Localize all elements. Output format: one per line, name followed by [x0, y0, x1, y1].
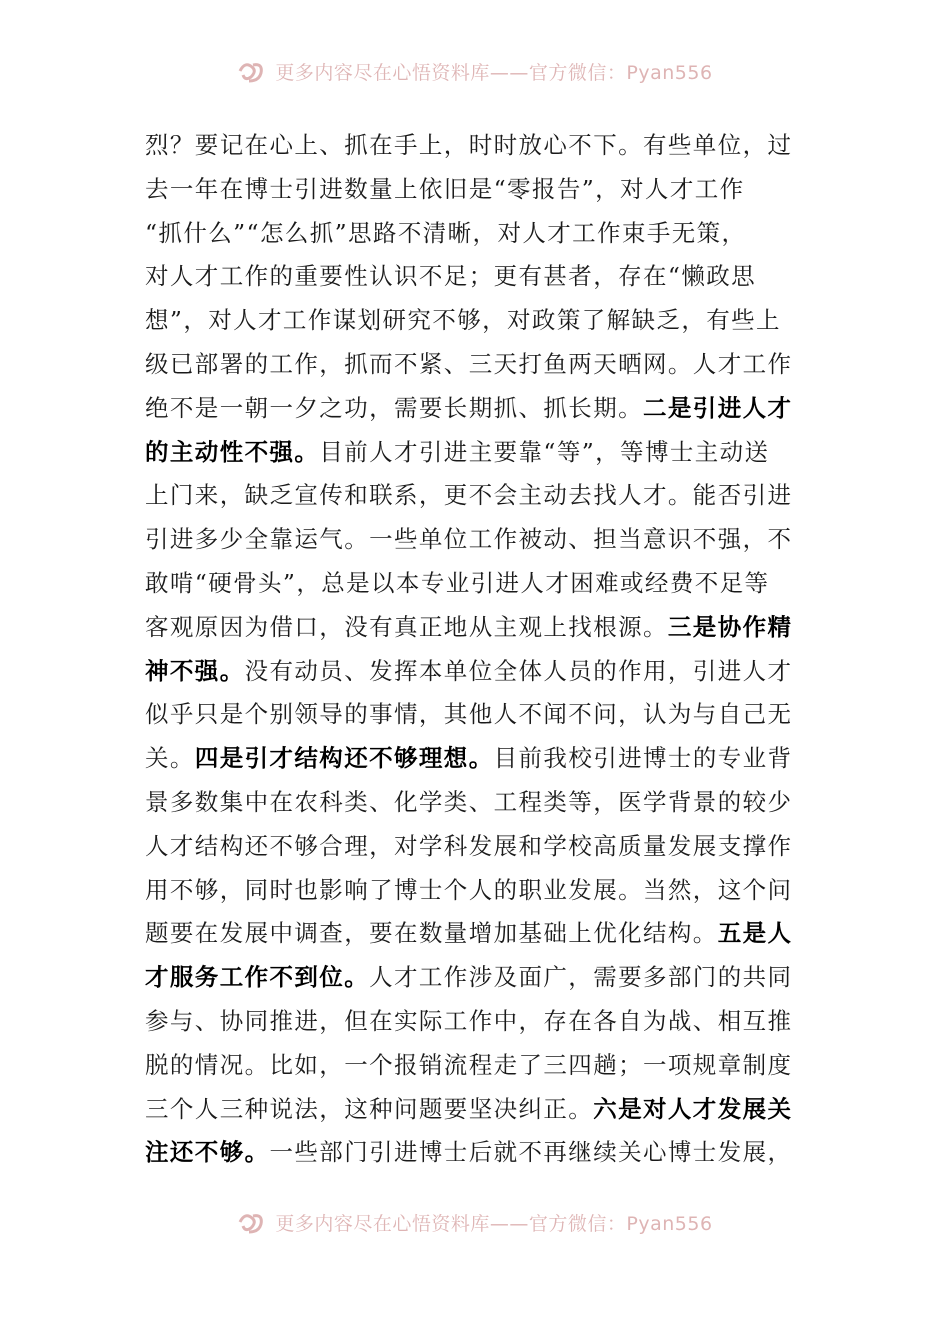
watermark-footer — [0, 1205, 950, 1239]
text-line — [145, 693, 810, 737]
text-span: 绝不是一朝一夕之功，需要长期抓、抓长期。 — [145, 393, 643, 422]
text-span: 人才工作涉及面广，需要多部门的共同 — [369, 963, 793, 992]
text-line — [145, 518, 810, 562]
text-line — [145, 869, 810, 913]
bold-heading-span: 的主动性不强。 — [145, 437, 320, 466]
bold-heading-span: 六是对人才发展关 — [593, 1094, 793, 1123]
text-line — [145, 650, 810, 694]
bold-heading-span: 四是引才结构还不够理想。 — [194, 744, 494, 773]
bold-heading-span: 神不强。 — [145, 656, 245, 685]
text-line — [145, 562, 810, 606]
text-line — [145, 474, 810, 518]
text-span: 级已部署的工作，抓而不紧、三天打鱼两天晒网。人才工作 — [145, 349, 793, 378]
text-span: 参与、协同推进，但在实际工作中，存在各自为战、相互推 — [145, 1006, 793, 1035]
bold-heading-span: 三是协作精 — [667, 612, 793, 641]
text-span: 题要在发展中调查，要在数量增加基础上优化结构。 — [145, 919, 718, 948]
document-body — [145, 124, 810, 1175]
watermark-text: 更多内容尽在心悟资料库——官方微信：Pyan556 — [275, 61, 713, 84]
watermark-text: 更多内容尽在心悟资料库——官方微信：Pyan556 — [275, 1212, 713, 1235]
text-span: 似乎只是个别领导的事情，其他人不闻不问，认为与自己无 — [145, 700, 793, 729]
text-line — [145, 255, 810, 299]
bold-heading-span: 二是引进人才 — [643, 393, 793, 422]
text-line — [145, 912, 810, 956]
text-line — [145, 299, 810, 343]
text-span: 脱的情况。比如，一个报销流程走了三四趟；一项规章制度 — [145, 1050, 793, 1079]
bold-heading-span: 五是人 — [717, 919, 793, 948]
text-span: 没有动员、发挥本单位全体人员的作用，引进人才 — [244, 656, 793, 685]
text-span: 目前人才引进主要靠“等”，等博士主动送 — [319, 437, 770, 466]
bold-heading-span: 才服务工作不到位。 — [145, 963, 370, 992]
text-line — [145, 1000, 810, 1044]
text-span: 对人才工作的重要性认识不足；更有甚者，存在“懒政思 — [145, 262, 757, 291]
text-line — [145, 431, 810, 475]
text-span: 烈？要记在心上、抓在手上，时时放心不下。有些单位，过 — [145, 131, 793, 159]
text-span: 三个人三种说法，这种问题要坚决纠正。 — [145, 1094, 594, 1123]
text-line — [145, 606, 810, 650]
text-line — [145, 737, 810, 781]
watermark-header — [0, 54, 950, 88]
text-line — [145, 1044, 810, 1088]
text-line — [145, 825, 810, 869]
text-span: 用不够，同时也影响了博士个人的职业发展。当然，这个问 — [145, 875, 793, 904]
text-line — [145, 1131, 810, 1175]
brand-logo-icon — [237, 59, 267, 83]
text-span: 景多数集中在农科类、化学类、工程类等，医学背景的较少 — [145, 787, 793, 816]
text-line — [145, 124, 810, 168]
text-span: 客观原因为借口，没有真正地从主观上找根源。 — [145, 612, 668, 641]
text-span: 去一年在博士引进数量上依旧是“零报告”，对人才工作 — [145, 174, 745, 203]
text-line — [145, 212, 810, 256]
text-span: 一些部门引进博士后就不再继续关心博士发展， — [269, 1138, 793, 1167]
bold-heading-span: 注还不够。 — [145, 1138, 270, 1167]
text-line — [145, 781, 810, 825]
text-span: 目前我校引进博士的专业背 — [493, 744, 793, 773]
text-span: 人才结构还不够合理，对学科发展和学校高质量发展支撑作 — [145, 831, 793, 860]
text-span: 想”，对人才工作谋划研究不够，对政策了解缺乏，有些上 — [145, 306, 781, 335]
text-line — [145, 168, 810, 212]
text-span: 敢啃“硬骨头”，总是以本专业引进人才困难或经费不足等 — [145, 568, 770, 597]
text-span: 上门来，缺乏宣传和联系，更不会主动去找人才。能否引进 — [145, 481, 793, 510]
brand-logo-icon — [237, 1210, 267, 1234]
text-span: 关。 — [145, 744, 195, 773]
text-span: “抓什么”“怎么抓”思路不清晰，对人才工作束手无策， — [145, 218, 747, 247]
text-line — [145, 387, 810, 431]
text-line — [145, 343, 810, 387]
text-line — [145, 1088, 810, 1132]
text-span: 引进多少全靠运气。一些单位工作被动、担当意识不强，不 — [145, 525, 793, 554]
text-line — [145, 956, 810, 1000]
